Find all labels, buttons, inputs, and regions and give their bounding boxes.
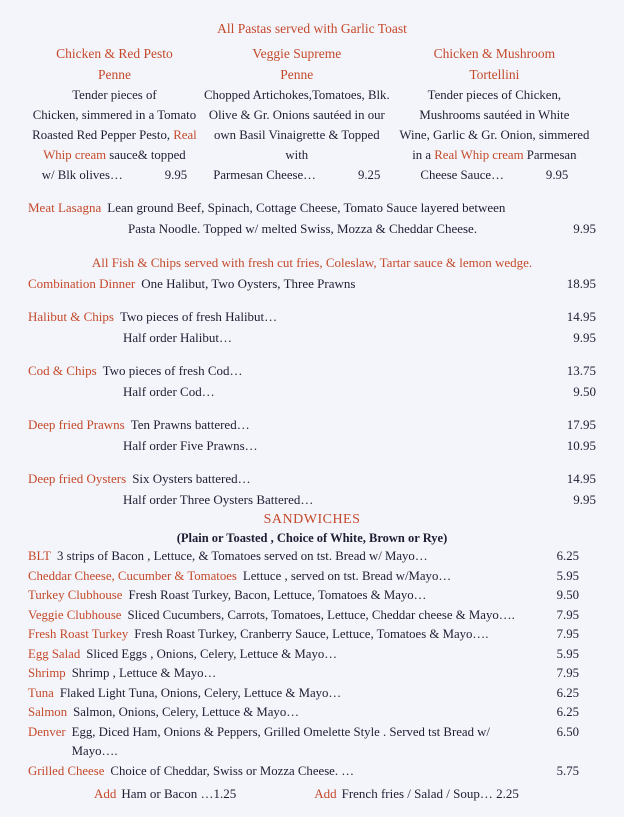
pasta-item-title: Veggie Supreme [252,46,342,61]
item-price: 7.95 [556,607,579,622]
pasta-item-desc-line: Olive & Gr. Onions sautéed in our [208,108,385,122]
item-name: Tuna [28,685,54,700]
item-name: Halibut & Chips [28,309,114,324]
half-order-description: Half order Cod… [123,384,215,399]
item-price: 9.95 [573,221,596,236]
pasta-item-desc-line: Wine, Garlic & Gr. Onion, simmered [399,128,590,142]
item-description: Sliced Eggs , Onions, Celery, Lettuce & Mayo… [86,646,338,661]
half-order-description: Half order Five Prawns… [123,438,258,453]
pasta-item-desc-line: Whip cream sauce& topped [43,148,186,162]
item-description: Two pieces of fresh Cod… [102,363,243,378]
fish-item-half-order-line [28,327,596,348]
pasta-section-note: All Pastas served with Garlic Toast [217,21,407,36]
item-name: Deep fried Prawns [28,417,125,432]
sandwich-row [28,703,596,723]
item-name: Deep fried Oysters [28,471,127,486]
fish-item-half-order-line [28,381,596,402]
item-name: Combination Dinner [28,276,136,291]
menu-item-meat-lasagna [28,197,596,239]
fish-item-half-order-line [28,435,596,456]
addon-options [28,784,596,804]
addon-text: Ham or Bacon …1.25 [121,786,237,801]
item-description: Egg, Diced Ham, Onions & Peppers, Grilled Omelette Style . Served tst Bread w/ Mayo…. [71,724,490,758]
pasta-item-desc-line: Tender pieces of Chicken, [427,88,562,102]
pasta-column-chicken-red-pesto [28,43,201,185]
item-price: 7.95 [556,627,579,641]
item-price: 6.50 [556,724,579,739]
item-name: Salmon [28,705,68,719]
item-description: Six Oysters battered… [132,471,251,486]
fish-item-half-order-line [28,489,596,510]
addon-item [314,784,519,804]
item-name: Turkey Clubhouse [28,588,123,602]
pasta-item-desc-line: Roasted Red Pepper Pesto, Real [32,128,197,142]
lasagna-line-2 [28,218,596,239]
pasta-column-veggie-supreme [201,43,393,185]
item-name: Cheddar Cheese, Cucumber & Tomatoes [28,568,237,583]
fish-section-note: All Fish & Chips served with fresh cut fries, Coleslaw, Tartar sauce & lemon wedge. [91,255,533,270]
item-name: Fresh Roast Turkey [28,627,129,641]
fish-item-main-line [28,414,596,435]
pasta-item-price-line: Cheese Sauce… 9.95 [393,165,596,185]
sandwich-row [28,586,596,606]
item-price: 7.95 [556,666,579,680]
fish-menu-item [28,306,596,348]
fish-item-main-line [28,468,596,489]
item-description: Salmon, Onions, Celery, Lettuce & Mayo… [73,705,300,719]
pasta-item-desc-line: with [285,148,309,162]
item-price: 14.95 [566,309,596,324]
sandwich-row [28,723,596,762]
half-order-price: 9.50 [573,384,596,399]
pasta-item-desc-line: in a Real Whip cream Parmesan [412,148,577,162]
pasta-item-title: Chicken & Red Pesto [56,46,173,61]
item-name: Veggie Clubhouse [28,607,122,622]
item-description: Fresh Roast Turkey, Bacon, Lettuce, Tomatoes & Mayo… [128,588,427,602]
item-price: 13.75 [566,363,596,378]
fish-menu-item [28,273,596,294]
sandwich-row [28,684,596,704]
addon-label: Add [314,786,337,801]
item-description: Lean ground Beef, Spinach, Cottage Cheese, Tomato Sauce layered between [107,200,506,215]
pasta-columns [28,43,596,185]
item-price: 6.25 [556,705,579,719]
item-description: One Halibut, Two Oysters, Three Prawns [141,276,356,291]
addon-item [94,784,236,804]
fish-item-main-line [28,273,596,294]
item-price: 6.25 [556,685,579,700]
item-description: Sliced Cucumbers, Carrots, Tomatoes, Lettuce, Cheddar cheese & Mayo…. [127,607,515,622]
item-price: 6.25 [556,549,579,563]
item-description: Flaked Light Tuna, Onions, Celery, Lettuce & Mayo… [59,685,342,700]
addon-text: French fries / Salad / Soup… 2.25 [341,786,519,801]
item-price: 9.95 [545,168,569,182]
item-name: Egg Salad [28,646,81,661]
sandwich-row [28,762,596,782]
pasta-item-desc-line: own Basil Vinaigrette & Topped [213,128,380,142]
half-order-description: Half order Three Oysters Battered… [123,492,314,507]
pasta-item-desc-line: Mushrooms sautéed in White [419,108,570,122]
item-description: Fresh Roast Turkey, Cranberry Sauce, Lettuce, Tomatoes & Mayo…. [134,627,489,641]
item-name: Cod & Chips [28,363,97,378]
item-price: 9.25 [357,168,381,182]
fish-item-main-line [28,306,596,327]
sandwich-row [28,547,596,567]
pasta-item-desc-line: Chopped Artichokes,Tomatoes, Blk. [203,88,390,102]
half-order-description: Half order Halibut… [123,330,233,345]
item-name: Shrimp [28,666,66,680]
item-price: 5.95 [556,568,579,583]
lasagna-line-1 [28,197,596,218]
sandwich-row [28,645,596,665]
fish-item-main-line [28,360,596,381]
addon-label: Add [94,786,117,801]
item-description: Ten Prawns battered… [130,417,250,432]
item-description: Two pieces of fresh Halibut… [119,309,278,324]
sandwiches-heading: SANDWICHES [263,512,361,527]
pasta-column-chicken-mushroom-tortellini [393,43,596,185]
fish-menu-item [28,414,596,456]
item-name: BLT [28,549,51,563]
fish-menu-item [28,468,596,510]
pasta-item-title-line2: Penne [280,67,314,82]
item-price: 9.50 [556,588,579,602]
pasta-item-desc-line: Tender pieces of [72,88,157,102]
item-name: Grilled Cheese [28,763,105,778]
item-name: Meat Lasagna [28,200,102,215]
pasta-item-desc-line: Chicken, simmered in a Tomato [32,108,197,122]
item-description: Pasta Noodle. Topped w/ melted Swiss, Mozza & Cheddar Cheese. [128,221,478,236]
sandwich-row [28,625,596,645]
sandwich-items [28,547,596,781]
item-description: Shrimp , Lettuce & Mayo… [71,666,217,680]
fish-items [28,273,596,510]
item-description: 3 strips of Bacon , Lettuce, & Tomatoes served on tst. Bread w/ Mayo… [57,549,428,563]
item-name: Denver [28,724,66,739]
sandwich-row [28,664,596,684]
half-order-price: 10.95 [566,438,596,453]
item-price: 14.95 [566,471,596,486]
fish-menu-item [28,360,596,402]
half-order-price: 9.95 [573,492,596,507]
pasta-item-price-line: Parmesan Cheese… 9.25 [201,165,393,185]
sandwich-row [28,567,596,587]
item-description: Lettuce , served on tst. Bread w/Mayo… [242,568,452,583]
half-order-price: 9.95 [573,330,596,345]
pasta-item-title-line2: Penne [97,67,131,82]
pasta-item-title-line2: Tortellini [469,67,520,82]
item-price: 5.75 [556,763,579,778]
item-price: 9.95 [164,168,188,182]
item-price: 18.95 [566,276,596,291]
sandwiches-bread-note: (Plain or Toasted , Choice of White, Brown or Rye) [176,531,448,545]
item-price: 5.95 [556,646,579,661]
pasta-item-price-line: w/ Blk olives… 9.95 [28,165,201,185]
pasta-item-title: Chicken & Mushroom [433,46,556,61]
sandwich-row [28,606,596,626]
item-price: 17.95 [566,417,596,432]
item-description: Choice of Cheddar, Swiss or Mozza Cheese. … [110,763,355,778]
